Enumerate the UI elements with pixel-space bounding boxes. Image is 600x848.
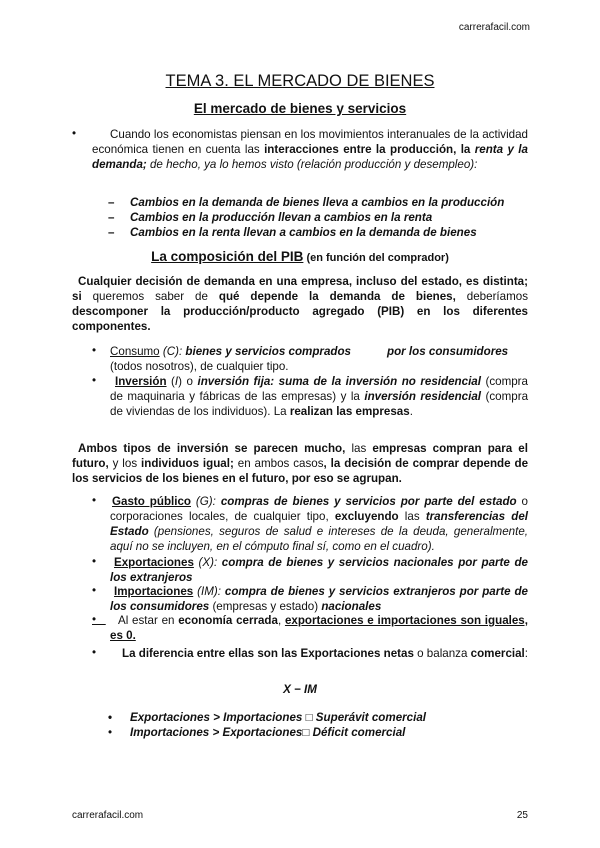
dash-bullet: – bbox=[108, 226, 115, 239]
footer-site: carrerafacil.com bbox=[72, 810, 144, 821]
bullet-dot: • bbox=[92, 494, 97, 507]
bullet-dot: • bbox=[92, 584, 97, 597]
dash-bullet: – bbox=[108, 211, 115, 224]
bullet-dot: • bbox=[108, 711, 113, 724]
list-item-economia-cerrada: Al estar en economía cerrada, exportaciones e importaciones son iguales, es 0. bbox=[110, 614, 528, 642]
dash-item: Cambios en la demanda de bienes lleva a cambios en la producción bbox=[130, 196, 505, 209]
list-item-consumo: Consumo (C): bienes y servicios comprados por los consumidores (todos nosotros), de cualquier tipo. bbox=[110, 345, 509, 373]
bullet-dot: • bbox=[72, 127, 77, 140]
list-item-inversion: Inversión (I) o inversión fija: suma de la inversión no residencial (compra de maquinaria y fábricas de las empresas) y la inversión residencial (compra de viviendas de los individuos). La realizan las empresas. bbox=[110, 375, 529, 418]
list-item-exportaciones: Exportaciones (X): compra de bienes y servicios nacionales por parte de los extranjeros bbox=[110, 556, 528, 584]
final-item: Exportaciones > Importaciones □ Superávit comercial bbox=[130, 711, 426, 724]
intro-paragraph: Cuando los economistas piensan en los movimientos interanuales de la actividad económica tienen en cuenta las interacciones entre la producción, la renta y la demanda; de hecho, ya lo hemos visto (relación producción y desempleo): bbox=[92, 128, 528, 171]
bullet-dot: • bbox=[92, 374, 97, 387]
paragraph-inversion: Ambos tipos de inversión se parecen mucho, las empresas compran para el futuro, y los individuos igual; en ambos casos, la decisión de comprar depende de los servicios de los bienes en el futuro, por eso se agrupan. bbox=[72, 442, 529, 485]
page-subtitle: El mercado de bienes y servicios bbox=[193, 101, 407, 116]
formula: X − IM bbox=[283, 683, 317, 696]
bullet-dot: • bbox=[92, 613, 106, 626]
section-title: La composición del PIB (en función del comprador) bbox=[151, 249, 449, 264]
list-item-gasto: Gasto público (G): compras de bienes y servicios por parte del estado o corporaciones locales, de cualquier tipo, excluyendo las transferencias del Estado (pensiones, seguros de salud e intereses de la deuda, generalmente, aquí no se incluyen, en el cómputo final sí, como en el cuadro). bbox=[110, 495, 529, 553]
bullet-dot: • bbox=[92, 344, 97, 357]
list-item-exportaciones-netas: La diferencia entre ellas son las Exportaciones netas o balanza comercial: bbox=[122, 647, 529, 660]
dash-item: Cambios en la producción llevan a cambios en la renta bbox=[130, 211, 433, 224]
list-item-importaciones: Importaciones (IM): compra de bienes y servicios extranjeros por parte de los consumidores (empresas y estado) nacionales bbox=[110, 585, 528, 613]
header-site: carrerafacil.com bbox=[458, 22, 530, 33]
bullet-dot: • bbox=[92, 555, 97, 568]
page-title: TEMA 3. EL MERCADO DE BIENES bbox=[165, 72, 435, 90]
dash-bullet: – bbox=[108, 196, 115, 209]
bullet-dot: • bbox=[108, 726, 113, 739]
dash-item: Cambios en la renta llevan a cambios en la demanda de bienes bbox=[130, 226, 477, 239]
page-number: 25 bbox=[516, 810, 528, 821]
final-item: Importaciones > Exportaciones□ Déficit comercial bbox=[130, 726, 406, 739]
paragraph-pib: Cualquier decisión de demanda en una empresa, incluso del estado, es distinta; si queremos saber de qué depende la demanda de bienes, deberíamos descomponer la producción/producto agregado (PIB) en los diferentes componentes. bbox=[72, 275, 528, 333]
bullet-dot: • bbox=[92, 646, 97, 659]
